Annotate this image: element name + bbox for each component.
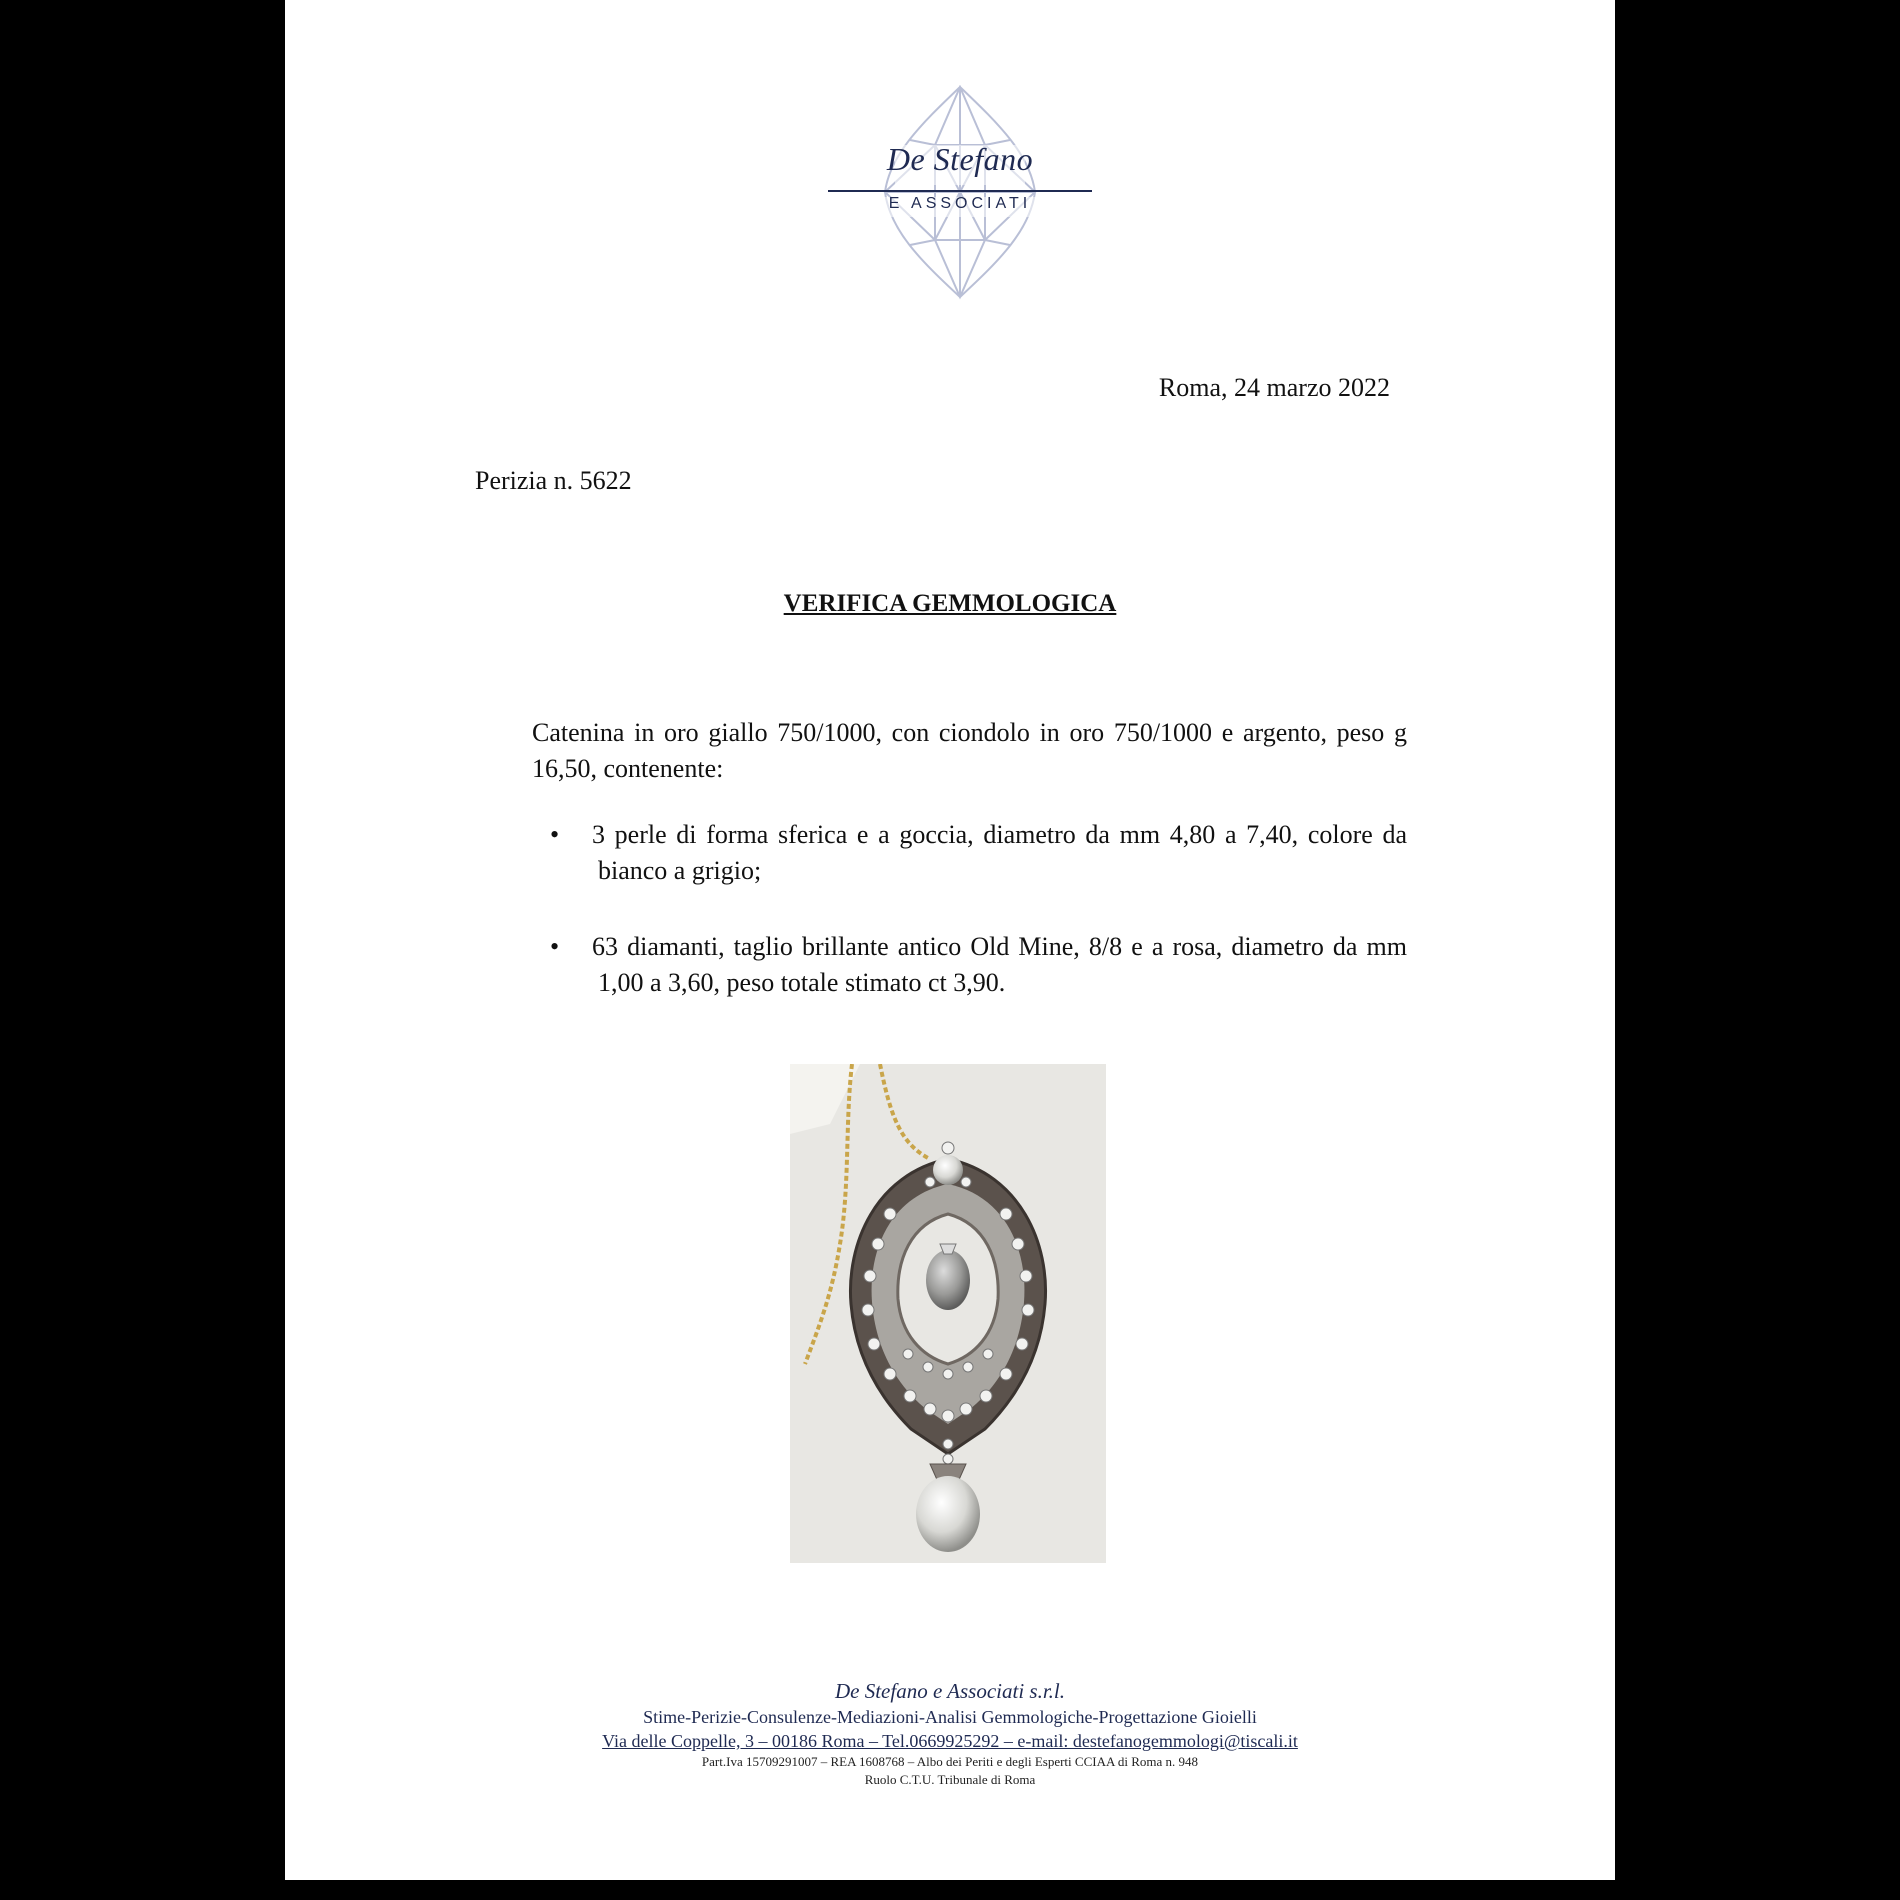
marquise-diamond-icon — [825, 85, 1095, 300]
document-title: VERIFICA GEMMOLOGICA — [783, 590, 1117, 617]
footer-services: Stime-Perizie-Consulenze-Mediazioni-Analisi Gemmologiche-Progettazione Gioielli — [643, 1707, 1257, 1727]
bullet-icon: • — [550, 820, 560, 849]
footer-address: Via delle Coppelle, 3 – 00186 Roma – Tel.0669925292 – e-mail: destefanogemmologi@tiscali.it — [602, 1731, 1298, 1751]
reference-number: Perizia n. 5622 — [475, 466, 632, 495]
footer-registration: Part.Iva 15709291007 – REA 1608768 – Albo dei Periti e degli Esperti CCIAA di Roma n. 948 — [701, 1754, 1199, 1769]
brand-name: De Stefano — [886, 141, 1034, 177]
footer-court: Ruolo C.T.U. Tribunale di Roma — [864, 1772, 1036, 1787]
document-page — [285, 0, 1615, 1880]
item-description: Catenina in oro giallo 750/1000, con ciondolo in oro 750/1000 e argento, peso g 16,50, contenente: — [532, 718, 1407, 783]
pendant-photo — [790, 1064, 1106, 1563]
footer — [285, 1678, 1615, 1789]
list-item-text: 63 diamanti, taglio brillante antico Old Mine, 8/8 e a rosa, diametro da mm 1,00 a 3,60, peso totale stimato ct 3,90. — [592, 932, 1407, 997]
bullet-icon: • — [550, 932, 560, 961]
list-item — [550, 817, 1407, 889]
footer-company: De Stefano e Associati s.r.l. — [834, 1679, 1065, 1703]
gem-list — [550, 817, 1407, 1041]
brand-subtitle: E ASSOCIATI — [888, 195, 1032, 212]
date-line: Roma, 24 marzo 2022 — [1158, 373, 1390, 402]
letterhead-logo — [825, 85, 1095, 300]
list-item — [550, 929, 1407, 1001]
list-item-text: 3 perle di forma sferica e a goccia, diametro da mm 4,80 a 7,40, colore da bianco a grigio; — [592, 820, 1407, 885]
